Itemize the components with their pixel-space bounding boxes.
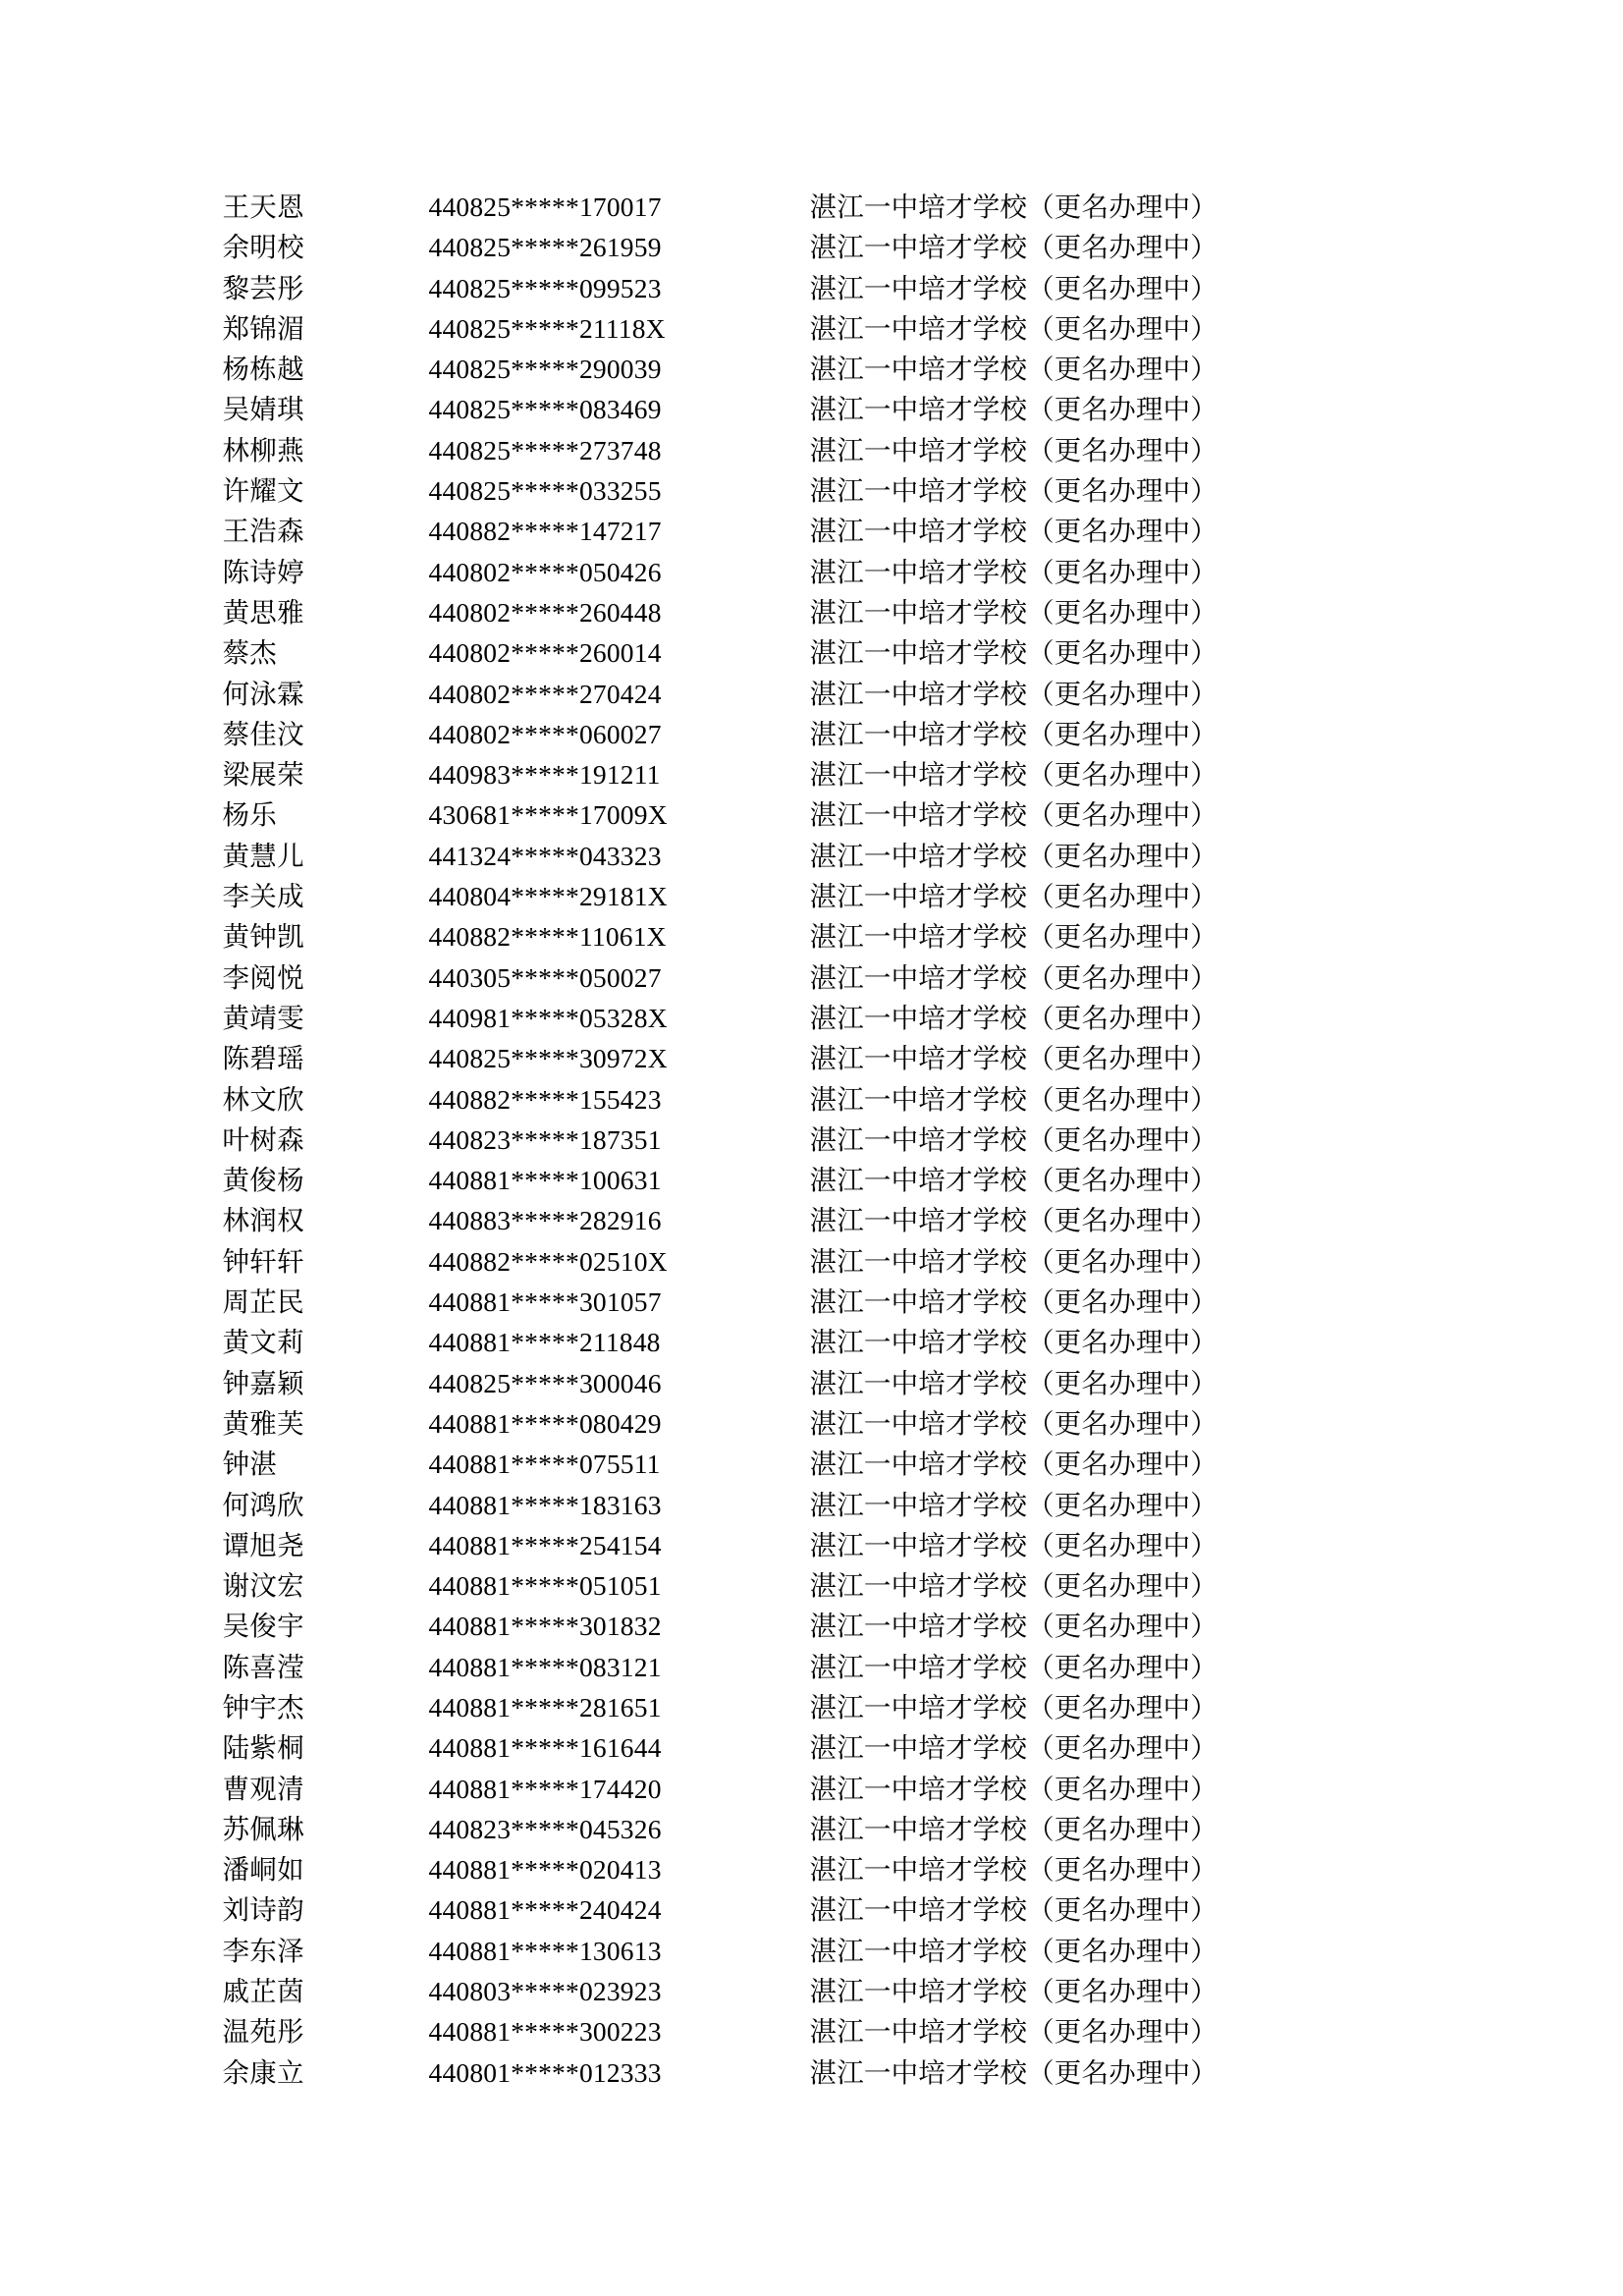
student-school: 湛江一中培才学校（更名办理中） [809, 232, 1217, 263]
student-id-number: 440881*****161644 [428, 1732, 662, 1764]
student-school: 湛江一中培才学校（更名办理中） [809, 678, 1217, 709]
table-row [186, 1565, 1438, 1606]
student-id-number: 440881*****254154 [428, 1529, 662, 1560]
student-id-number: 440825*****170017 [428, 191, 662, 222]
table-row [186, 1241, 1438, 1282]
student-id-number: 440802*****270424 [428, 678, 662, 709]
student-school: 湛江一中培才学校（更名办理中） [809, 475, 1217, 507]
student-id-number: 440825*****083469 [428, 394, 662, 425]
table-row [186, 916, 1438, 957]
table-row [186, 511, 1438, 551]
student-school: 湛江一中培才学校（更名办理中） [809, 1327, 1217, 1358]
table-row [186, 754, 1438, 794]
table-row [186, 1849, 1438, 1889]
student-name: 吴俊宇 [222, 1611, 304, 1642]
student-school: 湛江一中培才学校（更名办理中） [809, 1854, 1217, 1886]
student-school: 湛江一中培才学校（更名办理中） [809, 1165, 1217, 1196]
table-row [186, 1444, 1438, 1484]
student-school: 湛江一中培才学校（更名办理中） [809, 1611, 1217, 1642]
student-school: 湛江一中培才学校（更名办理中） [809, 272, 1217, 303]
table-row [186, 1322, 1438, 1362]
table-row [186, 1809, 1438, 1849]
student-school: 湛江一中培才学校（更名办理中） [809, 191, 1217, 222]
student-id-number: 440881*****051051 [428, 1570, 662, 1602]
student-id-number: 440882*****147217 [428, 516, 662, 547]
table-row [186, 430, 1438, 470]
student-id-number: 440802*****260014 [428, 637, 662, 669]
student-id-number: 440881*****174420 [428, 1773, 662, 1804]
student-school: 湛江一中培才学校（更名办理中） [809, 961, 1217, 993]
student-name: 陈碧瑶 [222, 1043, 304, 1074]
student-id-number: 440981*****05328X [428, 1002, 668, 1033]
student-school: 湛江一中培才学校（更名办理中） [809, 312, 1217, 344]
table-row [186, 552, 1438, 592]
student-name: 温苑彤 [222, 2016, 304, 2048]
student-id-number: 440881*****301832 [428, 1611, 662, 1642]
student-school: 湛江一中培才学校（更名办理中） [809, 1286, 1217, 1318]
table-row [186, 998, 1438, 1038]
student-school: 湛江一中培才学校（更名办理中） [809, 516, 1217, 547]
student-id-number: 440802*****260448 [428, 596, 662, 628]
table-row [186, 632, 1438, 673]
student-id-number: 440825*****033255 [428, 475, 662, 507]
student-name: 余明校 [222, 232, 304, 263]
student-name: 许耀文 [222, 475, 304, 507]
student-id-number: 440825*****21118X [428, 312, 666, 344]
student-name: 黄俊杨 [222, 1165, 304, 1196]
student-school: 湛江一中培才学校（更名办理中） [809, 1773, 1217, 1804]
student-name: 钟嘉颖 [222, 1367, 304, 1398]
table-row [186, 470, 1438, 511]
student-name: 林柳燕 [222, 434, 304, 465]
student-school: 湛江一中培才学校（更名办理中） [809, 1691, 1217, 1722]
table-row [186, 1647, 1438, 1687]
student-id-number: 440882*****02510X [428, 1245, 668, 1277]
student-name: 钟湛 [222, 1449, 278, 1480]
student-name: 梁展荣 [222, 759, 304, 791]
student-id-number: 430681*****17009X [428, 799, 668, 831]
student-id-number: 440881*****083121 [428, 1651, 662, 1682]
student-name: 苏佩琳 [222, 1813, 304, 1844]
student-id-number: 440881*****211848 [428, 1327, 661, 1358]
student-id-number: 440825*****290039 [428, 354, 662, 385]
table-row [186, 268, 1438, 308]
student-id-number: 440802*****060027 [428, 718, 662, 749]
student-school: 湛江一中培才学校（更名办理中） [809, 1367, 1217, 1398]
student-school: 湛江一中培才学校（更名办理中） [809, 1245, 1217, 1277]
student-id-number: 440882*****155423 [428, 1083, 662, 1115]
student-school: 湛江一中培才学校（更名办理中） [809, 1570, 1217, 1602]
student-school: 湛江一中培才学校（更名办理中） [809, 1813, 1217, 1844]
student-school: 湛江一中培才学校（更名办理中） [809, 1002, 1217, 1033]
table-row [186, 1769, 1438, 1809]
student-school: 湛江一中培才学校（更名办理中） [809, 799, 1217, 831]
student-id-number: 440881*****020413 [428, 1854, 662, 1886]
student-name: 林润权 [222, 1205, 304, 1236]
student-name: 谢汶宏 [222, 1570, 304, 1602]
table-row [186, 2052, 1438, 2093]
table-row [186, 592, 1438, 632]
student-id-number: 440882*****11061X [428, 921, 667, 953]
student-id-number: 440881*****075511 [428, 1449, 661, 1480]
student-id-number: 440823*****187351 [428, 1123, 662, 1155]
student-school: 湛江一中培才学校（更名办理中） [809, 840, 1217, 871]
table-row [186, 794, 1438, 835]
student-id-number: 440825*****261959 [428, 232, 662, 263]
student-school: 湛江一中培才学校（更名办理中） [809, 1205, 1217, 1236]
student-name: 杨乐 [222, 799, 278, 831]
table-row [186, 1485, 1438, 1525]
student-id-number: 441324*****043323 [428, 840, 662, 871]
student-school: 湛江一中培才学校（更名办理中） [809, 1123, 1217, 1155]
student-name: 曹观清 [222, 1773, 304, 1804]
student-name: 吴婧琪 [222, 394, 304, 425]
student-name: 林文欣 [222, 1083, 304, 1115]
student-school: 湛江一中培才学校（更名办理中） [809, 1894, 1217, 1926]
student-id-number: 440801*****012333 [428, 2056, 662, 2088]
table-row [186, 1363, 1438, 1403]
student-id-number: 440823*****045326 [428, 1813, 662, 1844]
student-id-number: 440881*****080429 [428, 1407, 662, 1439]
student-school: 湛江一中培才学校（更名办理中） [809, 556, 1217, 587]
table-row [186, 1525, 1438, 1565]
table-row [186, 1160, 1438, 1200]
student-name: 何泳霖 [222, 678, 304, 709]
table-row [186, 349, 1438, 389]
student-school: 湛江一中培才学校（更名办理中） [809, 1976, 1217, 2007]
table-row [186, 1687, 1438, 1727]
student-name: 潘峒如 [222, 1854, 304, 1886]
student-id-number: 440983*****191211 [428, 759, 661, 791]
student-school: 湛江一中培才学校（更名办理中） [809, 1651, 1217, 1682]
student-name: 刘诗韵 [222, 1894, 304, 1926]
student-id-number: 440883*****282916 [428, 1205, 662, 1236]
table-row [186, 308, 1438, 349]
table-row [186, 1931, 1438, 1971]
student-school: 湛江一中培才学校（更名办理中） [809, 2016, 1217, 2048]
table-row [186, 227, 1438, 267]
student-id-number: 440305*****050027 [428, 961, 662, 993]
table-row [186, 1038, 1438, 1078]
student-school: 湛江一中培才学校（更名办理中） [809, 394, 1217, 425]
student-name: 余康立 [222, 2056, 304, 2088]
student-roster-table [186, 187, 1438, 2093]
table-row [186, 2011, 1438, 2051]
student-id-number: 440803*****023923 [428, 1976, 662, 2007]
student-name: 周芷民 [222, 1286, 304, 1318]
student-name: 王天恩 [222, 191, 304, 222]
student-name: 黎芸彤 [222, 272, 304, 303]
table-row [186, 836, 1438, 876]
student-name: 王浩森 [222, 516, 304, 547]
student-school: 湛江一中培才学校（更名办理中） [809, 596, 1217, 628]
student-name: 黄靖雯 [222, 1002, 304, 1033]
student-name: 陆紫桐 [222, 1732, 304, 1764]
student-name: 钟轩轩 [222, 1245, 304, 1277]
student-school: 湛江一中培才学校（更名办理中） [809, 1732, 1217, 1764]
student-school: 湛江一中培才学校（更名办理中） [809, 2056, 1217, 2088]
student-name: 叶树森 [222, 1123, 304, 1155]
student-name: 黄思雅 [222, 596, 304, 628]
student-name: 黄慧儿 [222, 840, 304, 871]
student-id-number: 440881*****301057 [428, 1286, 662, 1318]
table-row [186, 957, 1438, 998]
table-row [186, 1606, 1438, 1646]
student-school: 湛江一中培才学校（更名办理中） [809, 921, 1217, 953]
student-school: 湛江一中培才学校（更名办理中） [809, 1407, 1217, 1439]
student-school: 湛江一中培才学校（更名办理中） [809, 1489, 1217, 1520]
student-name: 陈诗婷 [222, 556, 304, 587]
student-school: 湛江一中培才学校（更名办理中） [809, 1935, 1217, 1966]
table-row [186, 187, 1438, 227]
student-name: 蔡佳汶 [222, 718, 304, 749]
student-id-number: 440804*****29181X [428, 881, 668, 912]
student-school: 湛江一中培才学校（更名办理中） [809, 759, 1217, 791]
table-row [186, 674, 1438, 714]
student-school: 湛江一中培才学校（更名办理中） [809, 718, 1217, 749]
student-name: 黄文莉 [222, 1327, 304, 1358]
table-row [186, 1120, 1438, 1160]
student-name: 钟宇杰 [222, 1691, 304, 1722]
student-school: 湛江一中培才学校（更名办理中） [809, 1043, 1217, 1074]
student-name: 杨栋越 [222, 354, 304, 385]
student-name: 谭旭尧 [222, 1529, 304, 1560]
student-school: 湛江一中培才学校（更名办理中） [809, 1083, 1217, 1115]
student-school: 湛江一中培才学校（更名办理中） [809, 1529, 1217, 1560]
table-row [186, 1889, 1438, 1930]
table-row [186, 1079, 1438, 1120]
student-id-number: 440881*****240424 [428, 1894, 662, 1926]
roster-body [186, 187, 1438, 2093]
student-school: 湛江一中培才学校（更名办理中） [809, 354, 1217, 385]
student-name: 黄雅芙 [222, 1407, 304, 1439]
student-name: 黄钟凯 [222, 921, 304, 953]
table-row [186, 1282, 1438, 1322]
student-name: 何鸿欣 [222, 1489, 304, 1520]
student-name: 李东泽 [222, 1935, 304, 1966]
table-row [186, 1200, 1438, 1240]
student-id-number: 440881*****281651 [428, 1691, 662, 1722]
student-name: 戚芷茵 [222, 1976, 304, 2007]
student-id-number: 440881*****183163 [428, 1489, 662, 1520]
table-row [186, 1727, 1438, 1768]
student-school: 湛江一中培才学校（更名办理中） [809, 434, 1217, 465]
student-name: 李阅悦 [222, 961, 304, 993]
student-id-number: 440881*****100631 [428, 1165, 662, 1196]
table-row [186, 714, 1438, 754]
table-row [186, 876, 1438, 916]
table-row [186, 1971, 1438, 2011]
student-id-number: 440825*****30972X [428, 1043, 668, 1074]
student-school: 湛江一中培才学校（更名办理中） [809, 881, 1217, 912]
student-id-number: 440825*****300046 [428, 1367, 662, 1398]
student-name: 郑锦湄 [222, 312, 304, 344]
student-id-number: 440825*****099523 [428, 272, 662, 303]
student-name: 陈喜滢 [222, 1651, 304, 1682]
table-row [186, 1403, 1438, 1444]
student-id-number: 440825*****273748 [428, 434, 662, 465]
student-id-number: 440802*****050426 [428, 556, 662, 587]
table-row [186, 389, 1438, 429]
student-id-number: 440881*****130613 [428, 1935, 662, 1966]
student-name: 蔡杰 [222, 637, 278, 669]
student-school: 湛江一中培才学校（更名办理中） [809, 1449, 1217, 1480]
student-name: 李关成 [222, 881, 304, 912]
student-id-number: 440881*****300223 [428, 2016, 662, 2048]
student-school: 湛江一中培才学校（更名办理中） [809, 637, 1217, 669]
